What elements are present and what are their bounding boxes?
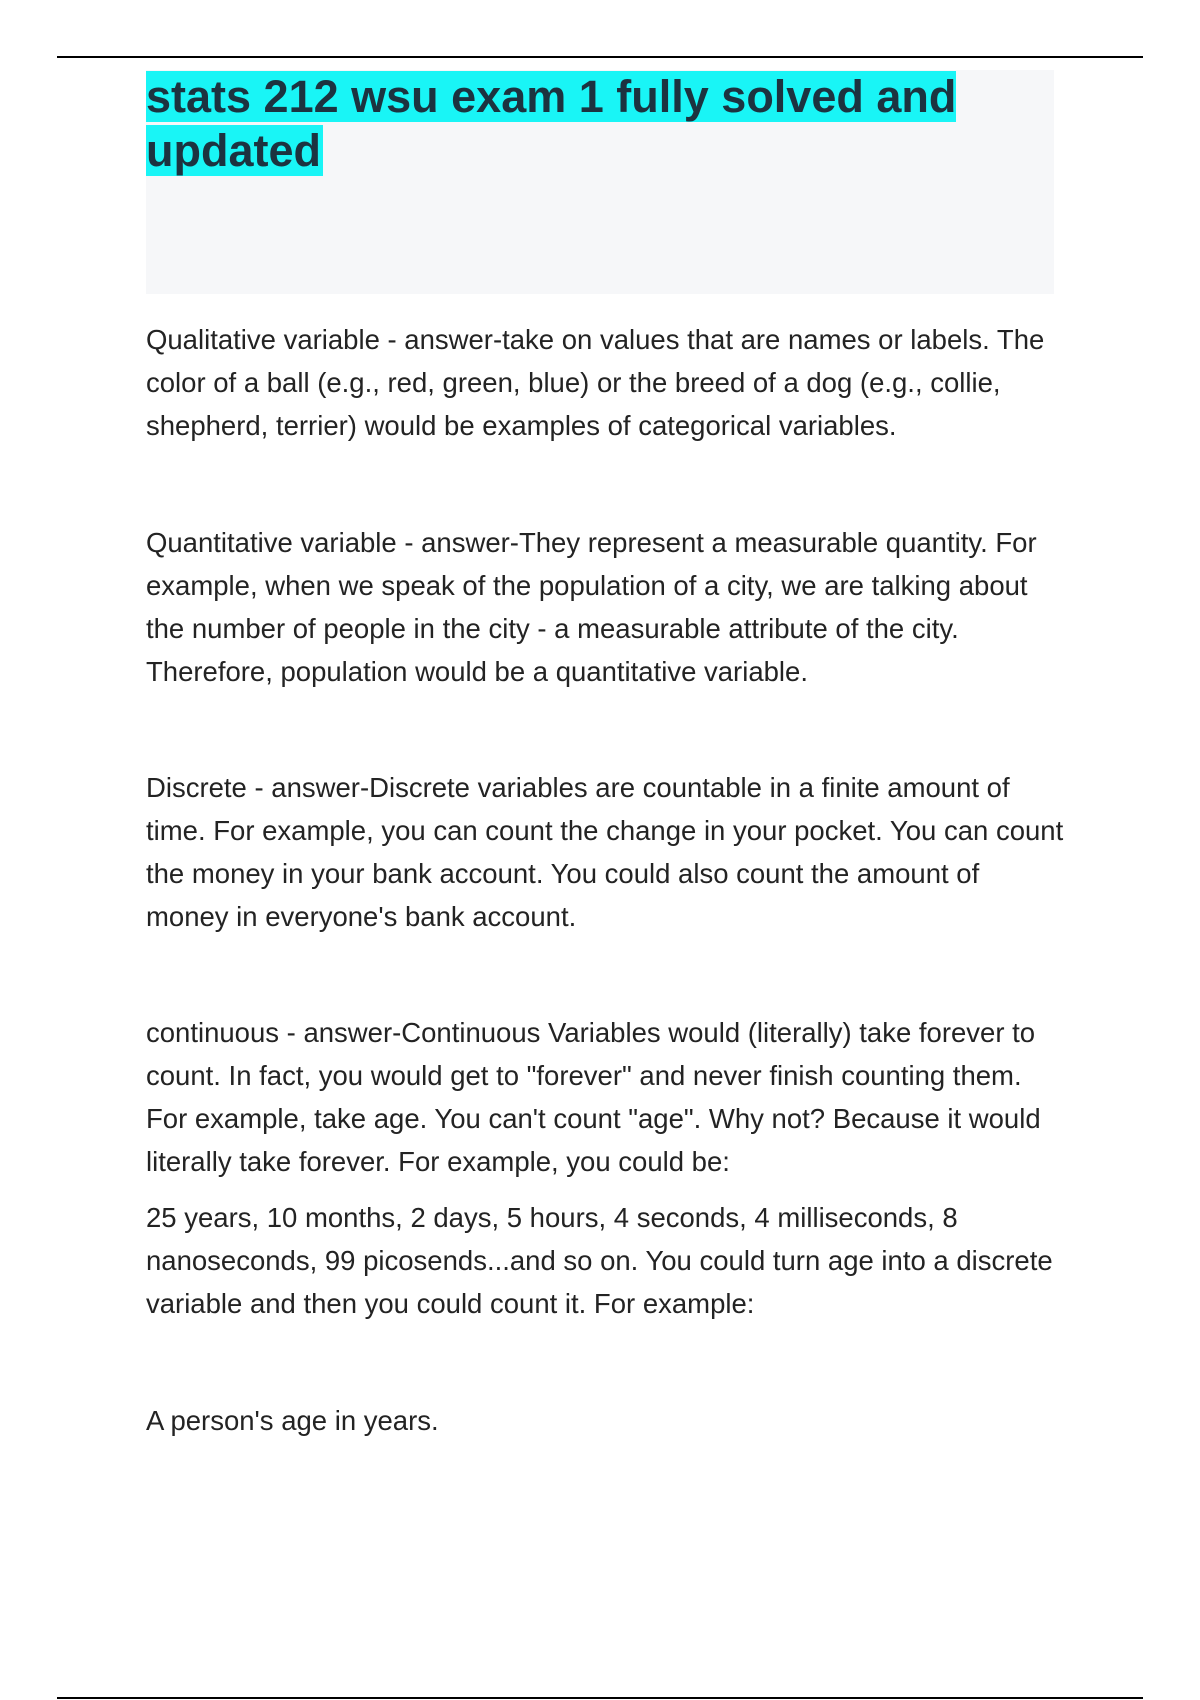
title-highlight: stats 212 wsu exam 1 fully solved and updated [146,71,957,176]
page-title [146,70,1026,178]
entry-discrete: Discrete - answer-Discrete variables are countable in a finite amount of time. For example, you can count the change in your pocket. You can count the money in your bank account. You could also count the amount of money in everyone's bank account. [146,772,1064,932]
entry-age-in-years: A person's age in years. [146,1405,439,1436]
entry-qualitative-variable: Qualitative variable - answer-take on values that are names or labels. The color of a ball (e.g., red, green, blue) or the breed of a dog (e.g., collie, shepherd, terrier) would be examples of categorical variables. [146,324,1045,441]
entry-continuous: continuous - answer-Continuous Variables would (literally) take forever to count. In fact, you would get to "forever" and never finish counting them. For example, take age. You can't count "age". Why not? Because it would literally take forever. For example, you could be: [146,1017,1041,1177]
entry-quantitative-variable: Quantitative variable - answer-They represent a measurable quantity. For example, when we speak of the population of a city, we are talking about the number of people in the city - a measurable attribute of the city. Therefore, population would be a quantitative variable. [146,527,1037,687]
top-rule [57,56,1143,58]
entry-continuous-example: 25 years, 10 months, 2 days, 5 hours, 4 seconds, 4 milliseconds, 8 nanoseconds, 99 picosends...and so on. You could turn age into a discrete variable and then you could count it. For example: [146,1202,1053,1319]
bottom-rule [57,1697,1143,1699]
title-box [146,70,1054,294]
document-body [146,318,1066,1442]
